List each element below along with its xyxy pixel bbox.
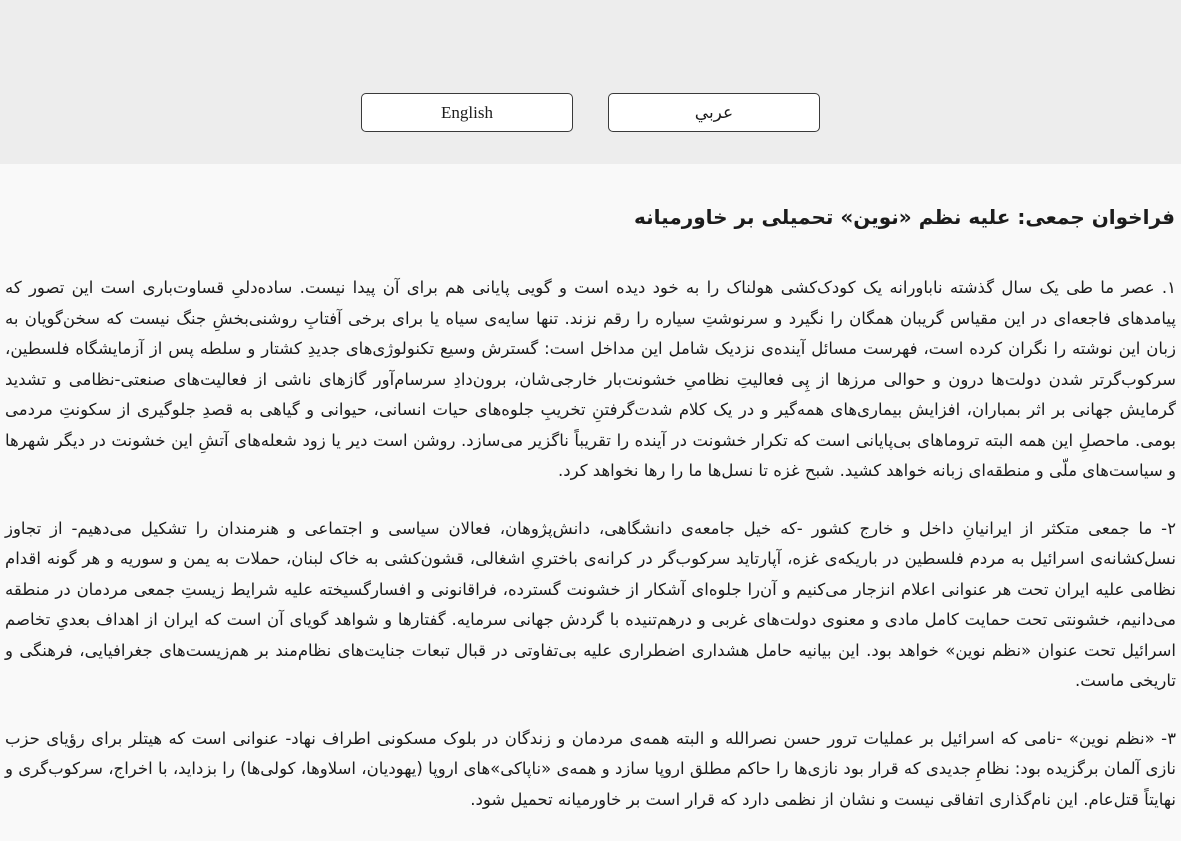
language-button-group <box>361 93 820 132</box>
paragraph-1: ۱. عصر ما طی یک سال گذشته ناباورانه یک کودک‌کشی هولناک را به خود دیده است و گویی پایانی هم برای آن پیدا نیست. ساده‌دلیِ قساوت‌باری است این تصور که پیامدهای فاجعه‌ای در این مقیاس گریبان همگان را نگیرد و سرنوشتِ سیاره را رقم نزند. تنها سایه‌ی سیاه یا برای برخی آفتابِ روشنی‌بخشِ جنگ نیست که سخن‌گویان به زبان این نوشته را نگران کرده است، فهرست مسائل آینده‌ی نزدیک شامل این مداخل است: گسترش وسیع تکنولوژی‌های جدیدِ کشتار و سلطه پس از آزمایشگاه فلسطین، سرکوب‌گرتر شدن دولت‌ها درون و حوالی مرزها از پِی فعالیتِ نظامیِ خشونت‌بار خارجی‌شان، برون‌دادِ سرسام‌آور گازهای ناشی از فعالیت‌های صنعتی-نظامی و تشدید گرمایش جهانی بر اثر بمباران، افزایش بیماری‌های همه‌گیر و در یک کلام شدت‌گرفتنِ تخریبِ جلوه‌های حیات انسانی، حیوانی و گیاهی به قصدِ جلوگیری از سکونتِ مردمی بومی. ماحصلِ این همه البته تروماهای بی‌پایانی است که تکرار خشونت در آینده را تقریباً ناگزیر می‌سازد. روشن است دیر یا زود شعله‌های آتشِ این خشونت در دیگر شهرها و سیاست‌های ملّی و منطقه‌ای زبانه خواهد کشید. شبح غزه تا نسل‌ها ما را رها نخواهد کرد. <box>5 278 1176 480</box>
arabic-language-button[interactable]: عربي <box>608 93 820 132</box>
paragraph-3: ۳- «نظم نوین» -نامی که اسرائیل بر عملیات ترور حسن نصرالله و البته همه‌ی مردمان و زندگان در بلوک مسکونی اطراف نهاد- عنوانی است که هیتلر برای رؤیای حزب نازی آلمان برگزیده بود: نظامِ جدیدی که قرار بود نازی‌ها را حاکم مطلق اروپا سازد و همه‌ی «ناپاکی»های اروپا (یهودیان، اسلاوها، کولی‌ها) را بزداید، با اخراج، سرکوب‌گری و نهایتاً قتل‌عام. این نام‌گذاری اتفاقی نیست و نشان از نظمی دارد که قرار است بر خاورمیانه تحمیل شود. <box>5 728 1176 809</box>
petition-article <box>0 203 1181 815</box>
paragraph-2: ۲- ما جمعی متکثر از ایرانیانِ داخل و خارج کشور -که خیل جامعه‌ی دانشگاهی، دانش‌پژوهان، فعالان سیاسی و اجتماعی و هنرمندان را تشکیل می‌دهیم- از تجاوز نسل‌کشانه‌ی اسرائیل به مردم فلسطین در باریکه‌ی غزه، آپارتاید سرکوب‌گر در کرانه‌ی باختریِ اشغالی، قشون‌کشی به خاک لبنان، حملات به یمن و سوریه و هر گونه اقدام نظامی علیه ایران تحت هر عنوانی اعلام انزجار می‌کنیم و آن‌را جلوه‌ای آشکار از خشونت گسترده، فراقانونی و افسارگسیخته علیه شرایط زیستِ جمعی مردمان در منطقه می‌دانیم، خشونتی تحت حمایت کامل مادی و معنوی دولت‌های غربی و درهم‌تنیده با گردش جهانی سرمایه. گفتارها و شواهد گویای آن است که ایران از اهداف بعدیِ تخاصم اسرائیل تحت عنوان «نظم نوین» خواهد بود. این بیانیه حامل هشداری اضطراری علیه بی‌تفاوتی در قبال تبعات جنایت‌های نظام‌مند بر هم‌زیست‌های جغرافیایی، فرهنگی و تاریخی ماست. <box>5 518 1176 690</box>
english-language-button[interactable]: English <box>361 93 573 132</box>
page-title: فراخوان جمعی: علیه نظم «نوین» تحمیلی بر خاورمیانه <box>634 205 1175 229</box>
language-header <box>0 0 1181 164</box>
